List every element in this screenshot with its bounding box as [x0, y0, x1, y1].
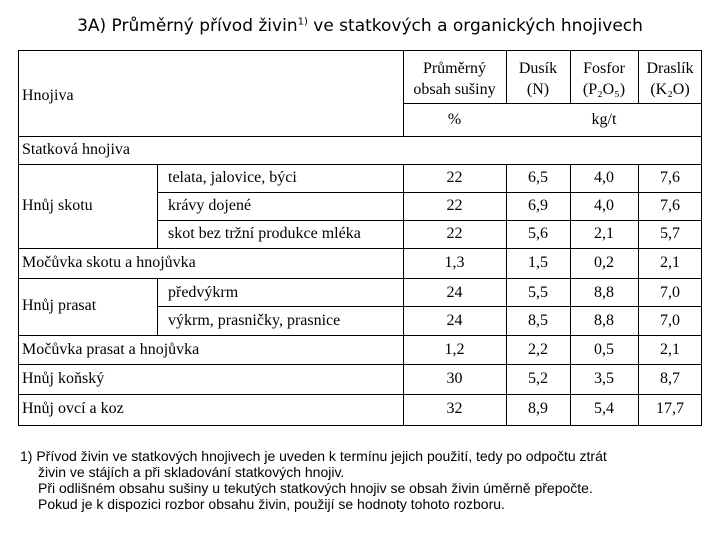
- unit-kgt: kg/t: [591, 111, 617, 128]
- row-label: předvýkrm: [168, 284, 239, 301]
- row-label: telata, jalovice, býci: [168, 169, 297, 186]
- section-line: [18, 164, 702, 165]
- cell-susina: 24: [446, 312, 463, 329]
- row-label: výkrm, prasničky, prasnice: [168, 312, 341, 329]
- cell-k: 17,7: [656, 400, 684, 417]
- row-line: [18, 335, 702, 336]
- cell-n: 8,5: [528, 312, 548, 329]
- row-line: [18, 394, 702, 395]
- row-line: [157, 306, 702, 307]
- cell-k: 5,7: [660, 225, 680, 242]
- nutrient-table: [18, 50, 702, 426]
- cell-p: 0,2: [594, 254, 614, 271]
- cell-p: 4,0: [594, 197, 614, 214]
- cell-n: 1,5: [528, 254, 548, 271]
- cell-p: 4,0: [594, 169, 614, 186]
- unit-percent: %: [447, 111, 462, 128]
- footnote-line: Při odlišném obsahu sušiny u tekutých statkových hnojiv se obsah živin úměrně přepočte.: [38, 480, 593, 496]
- header-dusik-line1: Dusík: [518, 60, 558, 77]
- cell-k: 2,1: [660, 341, 680, 358]
- group-hnuj-skotu: Hnůj skotu: [22, 197, 93, 214]
- cell-p: 3,5: [594, 370, 614, 387]
- table-border-bottom: [18, 425, 702, 426]
- row-label: skot bez tržní produkce mléka: [168, 225, 361, 242]
- cell-p: 8,8: [594, 284, 614, 301]
- table-border-left: [18, 50, 19, 426]
- cell-k: 2,1: [660, 254, 680, 271]
- footnote-line: Pokud je k dispozici rozbor obsahu živin, použijí se hodnoty tohoto rozboru.: [38, 496, 505, 512]
- cell-k: 7,0: [660, 284, 680, 301]
- row-line: [157, 220, 702, 221]
- cell-susina: 22: [446, 197, 463, 214]
- header-draslik-line2: (K₂O): [650, 81, 690, 98]
- section-statkova: Statková hnojiva: [22, 141, 130, 158]
- header-dusik-line2: (N): [526, 81, 550, 98]
- group-hnuj-prasat: Hnůj prasat: [22, 297, 97, 314]
- header-susina-line1: Průměrný: [422, 60, 487, 77]
- group-divider: [157, 164, 158, 249]
- group-divider: [157, 278, 158, 335]
- cell-k: 8,7: [660, 370, 680, 387]
- cell-susina: 24: [446, 284, 463, 301]
- cell-n: 8,9: [528, 400, 548, 417]
- cell-k: 7,6: [660, 169, 680, 186]
- cell-susina: 1,3: [444, 254, 465, 271]
- header-fosfor-line2: (P₂O₅): [582, 81, 626, 98]
- cell-p: 2,1: [594, 225, 614, 242]
- cell-susina: 1,2: [444, 341, 465, 358]
- header-draslik-line1: Draslík: [646, 60, 694, 77]
- header-bottom-line: [18, 136, 702, 137]
- row-line: [18, 364, 702, 365]
- cell-n: 6,9: [528, 197, 548, 214]
- row-line: [157, 192, 702, 193]
- row-label: krávy dojené: [168, 197, 252, 214]
- cell-p: 8,8: [594, 312, 614, 329]
- cell-susina: 30: [446, 370, 463, 387]
- cell-k: 7,6: [660, 197, 680, 214]
- cell-n: 5,5: [528, 284, 548, 301]
- header-hnojiva: Hnojiva: [22, 87, 74, 104]
- cell-susina: 32: [446, 400, 463, 417]
- cell-p: 0,5: [594, 341, 614, 358]
- footnote: [20, 448, 710, 512]
- cell-n: 6,5: [528, 169, 548, 186]
- row-line: [18, 278, 702, 279]
- row-label: Hnůj koňský: [22, 370, 105, 387]
- row-label: Hnůj ovcí a koz: [22, 400, 124, 417]
- table-border-top: [18, 50, 702, 51]
- cell-n: 2,2: [528, 341, 548, 358]
- cell-susina: 22: [446, 169, 463, 186]
- page-title: 3A) Průměrný přívod živin$^{1)}$ ve statkových a organických hnojivech: [77, 16, 643, 36]
- row-label: Močůvka skotu a hnojůvka: [22, 254, 196, 271]
- units-divider: [403, 103, 702, 104]
- row-label: Močůvka prasat a hnojůvka: [22, 341, 200, 358]
- header-fosfor-line1: Fosfor: [583, 60, 625, 77]
- header-susina-line2: obsah sušiny: [413, 81, 496, 98]
- cell-k: 7,0: [660, 312, 680, 329]
- cell-susina: 22: [446, 225, 463, 242]
- cell-p: 5,4: [594, 400, 614, 417]
- footnote-line: 1) Přívod živin ve statkových hnojivech je uveden k termínu jejich použití, tedy po odpočtu ztrát: [20, 448, 607, 464]
- row-line: [18, 248, 702, 249]
- footnote-line: živin ve stájích a při skladování statkových hnojiv.: [38, 464, 345, 480]
- cell-n: 5,2: [528, 370, 548, 387]
- cell-n: 5,6: [528, 225, 548, 242]
